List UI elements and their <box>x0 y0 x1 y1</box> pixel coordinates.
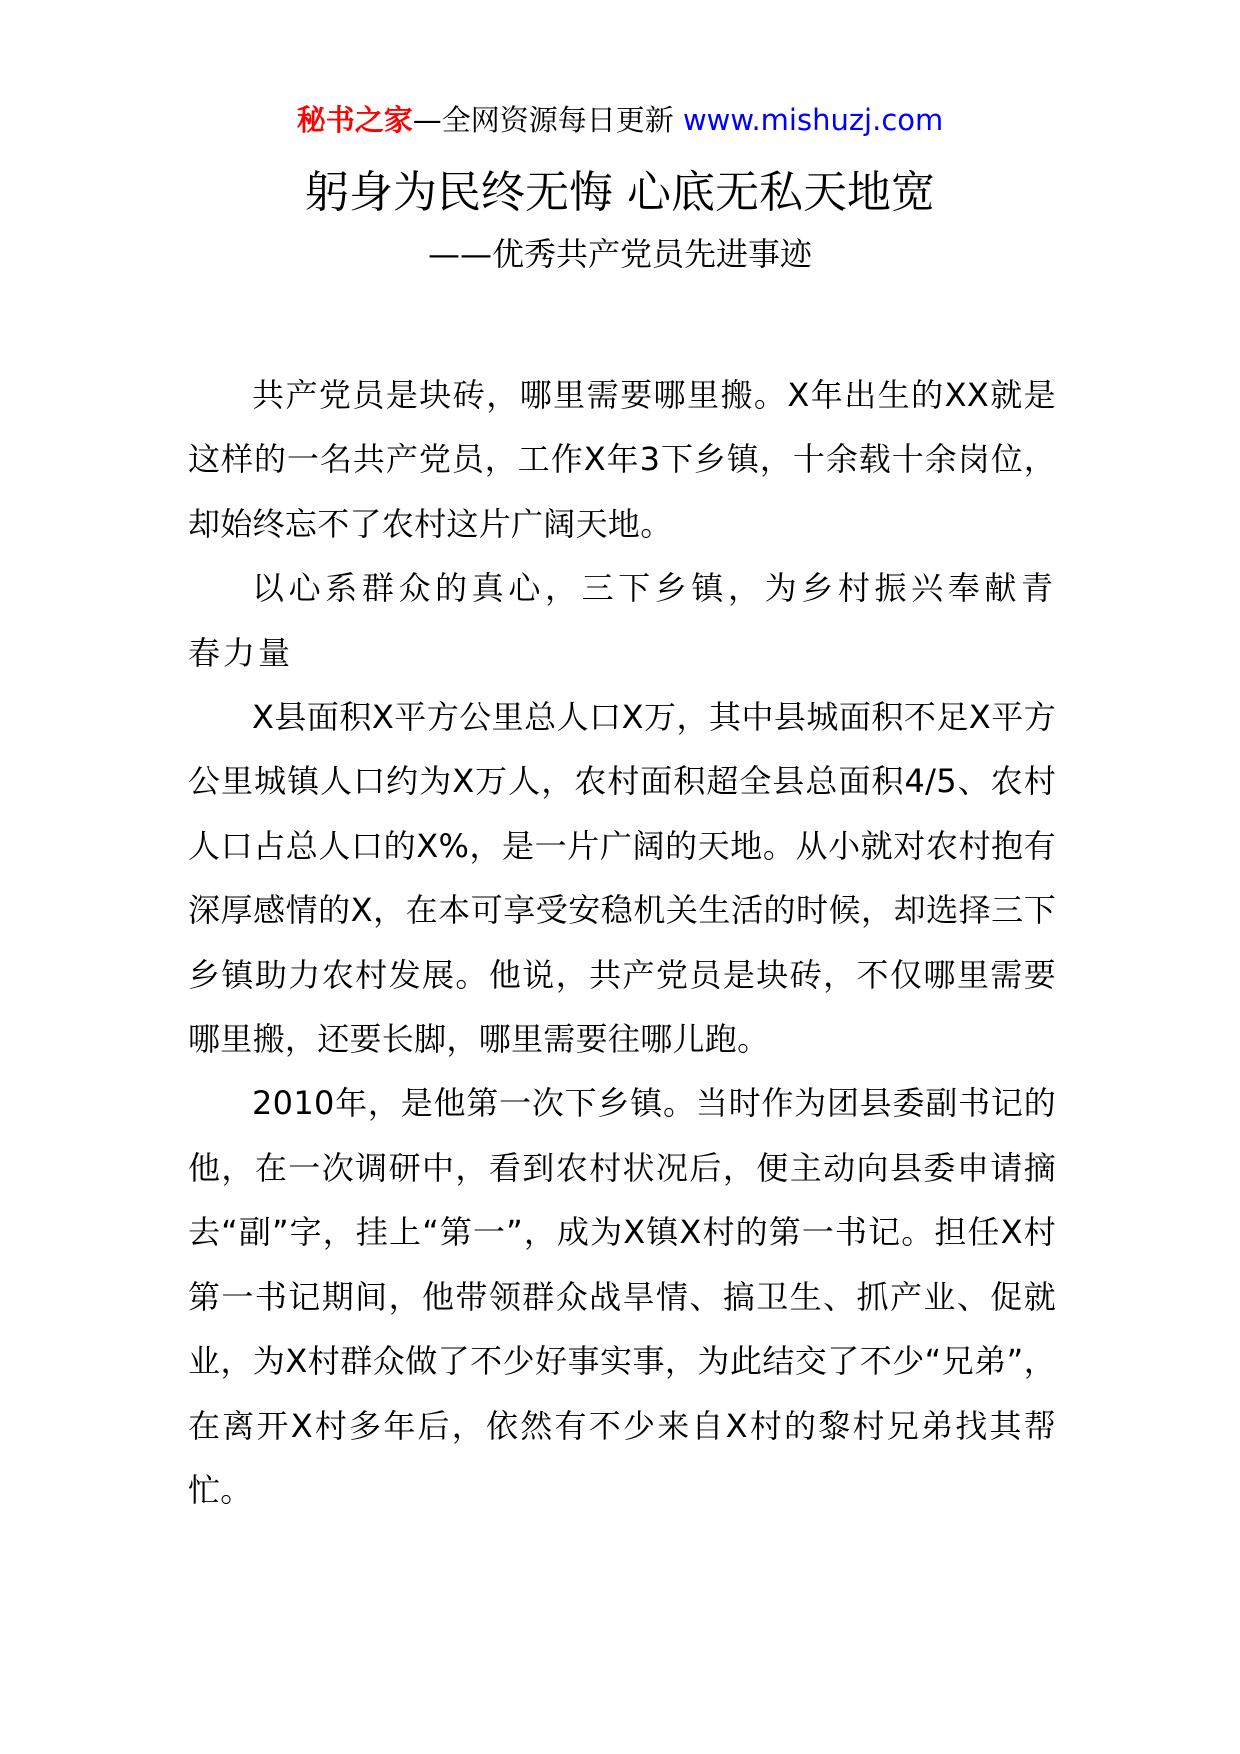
paragraph-intro: 共产党员是块砖，哪里需要哪里搬。X年出生的XX就是这样的一名共产党员，工作X年3下乡镇，十余载十余岗位，却始终忘不了农村这片广阔天地。 <box>188 376 1056 543</box>
document-title: 躬身为民终无悔 心底无私天地宽 <box>305 167 935 218</box>
header-tagline: —全网资源每日更新 <box>412 103 674 137</box>
site-header <box>0 100 1240 140</box>
document-subtitle: ——优秀共产党员先进事迹 <box>427 235 812 273</box>
section-heading: 以心系群众的真心，三下乡镇，为乡村振兴奉献青春力量 <box>188 569 1056 672</box>
site-url-link[interactable]: www.mishuzj.com <box>682 103 944 137</box>
document-body <box>188 363 1056 1522</box>
paragraph-county: X县面积X平方公里总人口X万，其中县城面积不足X平方公里城镇人口约为X万人，农村面积超全县总面积4/5、农村人口占总人口的X%，是一片广阔的天地。从小就对农村抱有深厚感情的X，在本可享受安稳机关生活的时候，却选择三下乡镇助力农村发展。他说，共产党员是块砖，不仅哪里需要哪里搬，还要长脚，哪里需要往哪儿跑。 <box>188 698 1056 1059</box>
paragraph-2010: 2010年，是他第一次下乡镇。当时作为团县委副书记的他，在一次调研中，看到农村状况后，便主动向县委申请摘去“副”字，挂上“第一”，成为X镇X村的第一书记。担任X村第一书记期间，他带领群众战旱情、搞卫生、抓产业、促就业，为X村群众做了不少好事实事，为此结交了不少“兄弟”，在离开X村多年后，依然有不少来自X村的黎村兄弟找其帮忙。 <box>188 1084 1056 1509</box>
brand-name: 秘书之家 <box>296 103 413 137</box>
